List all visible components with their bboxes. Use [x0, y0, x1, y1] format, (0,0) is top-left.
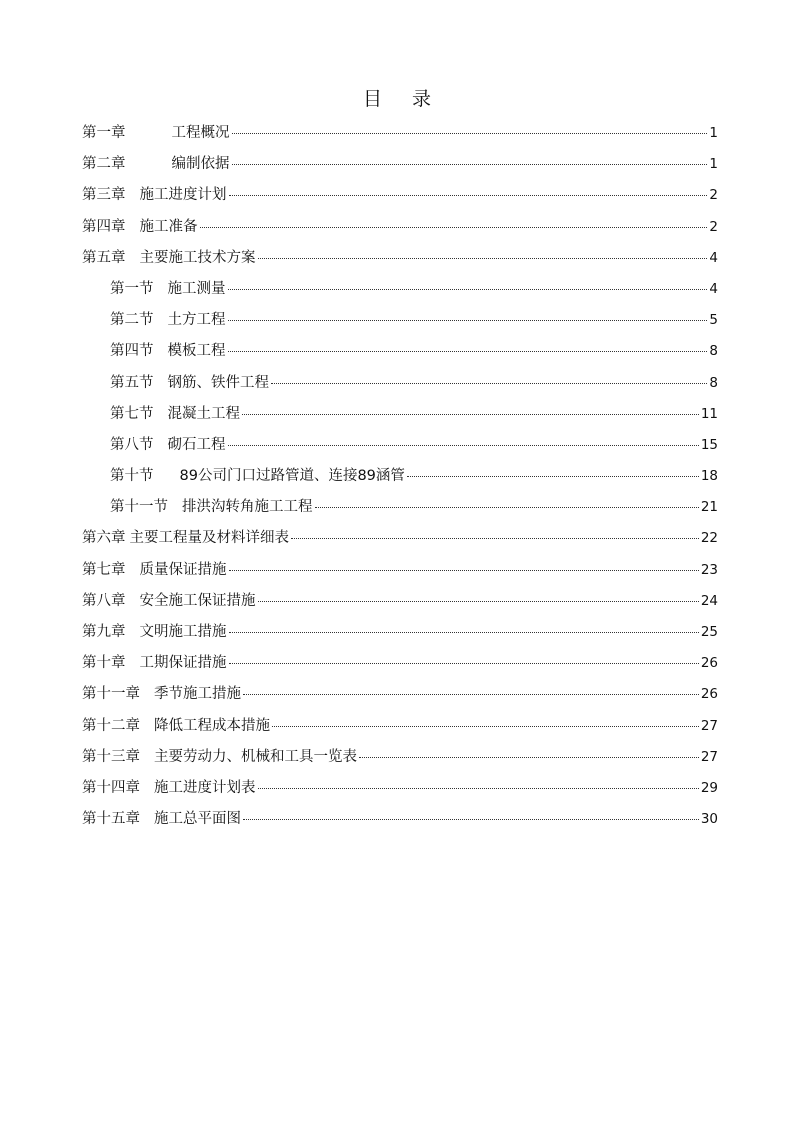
toc-leader-dots [258, 788, 699, 789]
toc-entry-text: 质量保证措施 [139, 561, 227, 578]
toc-leader-dots [359, 757, 699, 758]
toc-entry-text: 工程概况 [171, 125, 230, 141]
toc-entry-number: 第十三章 [82, 748, 140, 765]
toc-chapter-entry[interactable] [82, 650, 718, 681]
toc-entry-text: 施工进度计划 [139, 187, 227, 204]
toc-page-number: 29 [700, 779, 718, 796]
toc-chapter-entry[interactable] [82, 214, 718, 245]
toc-page-number: 27 [700, 748, 718, 765]
toc-title: 目 录 [362, 88, 444, 110]
toc-entry-number: 第八节 [110, 436, 154, 453]
toc-entry-text: 砌石工程 [167, 436, 226, 453]
toc-entry-number: 第十二章 [82, 717, 140, 734]
toc-entry-number: 第四章 [82, 218, 126, 235]
toc-leader-dots [229, 663, 699, 664]
toc-entry-text: 混凝土工程 [167, 405, 240, 422]
toc-entry-number: 第十一节 [110, 499, 168, 516]
toc-page-number: 1 [709, 125, 718, 141]
toc-entry-text: 施工总平面图 [154, 811, 241, 828]
toc-entry-number: 第七章 [82, 561, 126, 578]
toc-leader-dots [258, 601, 699, 602]
toc-entry-number: 第三章 [82, 187, 126, 204]
toc-chapter-entry[interactable] [82, 619, 718, 650]
toc-section-entry[interactable] [82, 276, 718, 307]
toc-leader-dots [243, 694, 699, 695]
toc-entry-number: 第七节 [110, 405, 154, 422]
toc-page-number: 25 [700, 624, 718, 640]
toc-page-number: 21 [700, 499, 718, 516]
toc-leader-dots [243, 819, 699, 820]
toc-chapter-entry[interactable] [82, 588, 718, 619]
toc-section-entry[interactable] [82, 401, 718, 432]
toc-entry-text: 工期保证措施 [139, 655, 227, 672]
toc-entry-number: 第六章 [82, 530, 126, 547]
toc-section-entry[interactable] [82, 307, 718, 338]
toc-leader-dots [232, 133, 708, 134]
toc-leader-dots [200, 227, 708, 228]
toc-entry-text: 降低工程成本措施 [154, 717, 270, 734]
toc-page-number: 2 [709, 187, 718, 204]
toc-page-number: 18 [700, 468, 718, 485]
toc-leader-dots [228, 445, 699, 446]
toc-chapter-entry[interactable] [82, 681, 718, 712]
toc-page-number: 1 [709, 156, 718, 173]
toc-chapter-entry[interactable] [82, 557, 718, 588]
toc-page-number: 30 [700, 811, 718, 828]
toc-entry-number: 第十五章 [82, 811, 140, 828]
toc-entry-text: 主要施工技术方案 [139, 249, 256, 266]
toc-chapter-entry[interactable] [82, 151, 718, 182]
toc-leader-dots [258, 258, 708, 259]
toc-entry-text: 89公司门口过路管道、连接89涵管 [179, 468, 405, 485]
toc-leader-dots [228, 289, 708, 290]
toc-page-number: 4 [709, 280, 718, 297]
toc-page-number: 11 [700, 405, 718, 422]
toc-page-number: 26 [700, 655, 718, 672]
toc-page-number: 2 [709, 218, 718, 235]
toc-entry-text: 排洪沟转角施工工程 [182, 499, 313, 516]
toc-leader-dots [232, 164, 708, 165]
toc-leader-dots [242, 414, 699, 415]
toc-entry-number: 第二章 [82, 156, 126, 173]
toc-page-number: 24 [700, 592, 718, 609]
toc-entry-number: 第五章 [82, 249, 126, 266]
toc-entry-text: 文明施工措施 [139, 624, 227, 640]
toc-chapter-entry[interactable] [82, 182, 718, 213]
toc-page-number: 5 [709, 312, 718, 329]
toc-entry-number: 第九章 [82, 624, 126, 640]
toc-page-number: 15 [700, 436, 718, 453]
toc-chapter-entry[interactable] [82, 120, 718, 151]
toc-page-number: 23 [700, 561, 718, 578]
toc-entry-number: 第八章 [82, 592, 126, 609]
toc-leader-dots [291, 538, 699, 539]
toc-page-number: 26 [700, 686, 718, 703]
toc-leader-dots [271, 383, 707, 384]
toc-entry-text: 模板工程 [167, 343, 226, 360]
toc-entry-text: 主要工程量及材料详细表 [129, 530, 289, 547]
toc-entry-number: 第十四章 [82, 779, 140, 796]
toc-entry-text: 施工测量 [167, 280, 226, 297]
toc-chapter-entry[interactable] [82, 525, 718, 556]
toc-entry-number: 第十章 [82, 655, 126, 672]
toc-section-entry[interactable] [82, 338, 718, 369]
toc-entry-number: 第四节 [110, 343, 154, 360]
toc-entry-number: 第一章 [82, 125, 126, 141]
toc-section-entry[interactable] [82, 432, 718, 463]
toc-entry-text: 季节施工措施 [154, 686, 241, 703]
toc-chapter-entry[interactable] [82, 744, 718, 775]
toc-entry-number: 第一节 [110, 280, 154, 297]
toc-section-entry[interactable] [82, 370, 718, 401]
toc-leader-dots [229, 195, 708, 196]
toc-entry-number: 第十一章 [82, 686, 140, 703]
toc-page-number: 4 [709, 249, 718, 266]
toc-entry-text: 安全施工保证措施 [139, 592, 256, 609]
toc-section-entry[interactable] [82, 494, 718, 525]
toc-entry-number: 第五节 [110, 374, 154, 391]
toc-page-number: 27 [700, 717, 718, 734]
toc-chapter-entry[interactable] [82, 806, 718, 837]
toc-entry-number: 第十节 [110, 468, 154, 485]
toc-entry-number: 第二节 [110, 312, 154, 329]
toc-leader-dots [229, 632, 699, 633]
toc-section-entry[interactable] [82, 463, 718, 494]
toc-entry-text: 钢筋、铁件工程 [167, 374, 269, 391]
toc-leader-dots [228, 351, 708, 352]
toc-entry-text: 土方工程 [167, 312, 226, 329]
toc-leader-dots [228, 320, 708, 321]
toc-leader-dots [407, 476, 699, 477]
toc-page-number: 8 [709, 343, 718, 360]
toc-chapter-entry[interactable] [82, 245, 718, 276]
toc-leader-dots [272, 726, 699, 727]
toc-entry-text: 编制依据 [171, 156, 230, 173]
toc-page-number: 8 [709, 374, 718, 391]
toc-entry-text: 施工准备 [139, 218, 198, 235]
toc-leader-dots [315, 507, 699, 508]
toc-entry-text: 主要劳动力、机械和工具一览表 [154, 748, 357, 765]
toc-leader-dots [229, 570, 699, 571]
toc-list [82, 120, 718, 837]
toc-chapter-entry[interactable] [82, 775, 718, 806]
toc-page-number: 22 [700, 530, 718, 547]
toc-chapter-entry[interactable] [82, 713, 718, 744]
toc-entry-text: 施工进度计划表 [154, 779, 256, 796]
